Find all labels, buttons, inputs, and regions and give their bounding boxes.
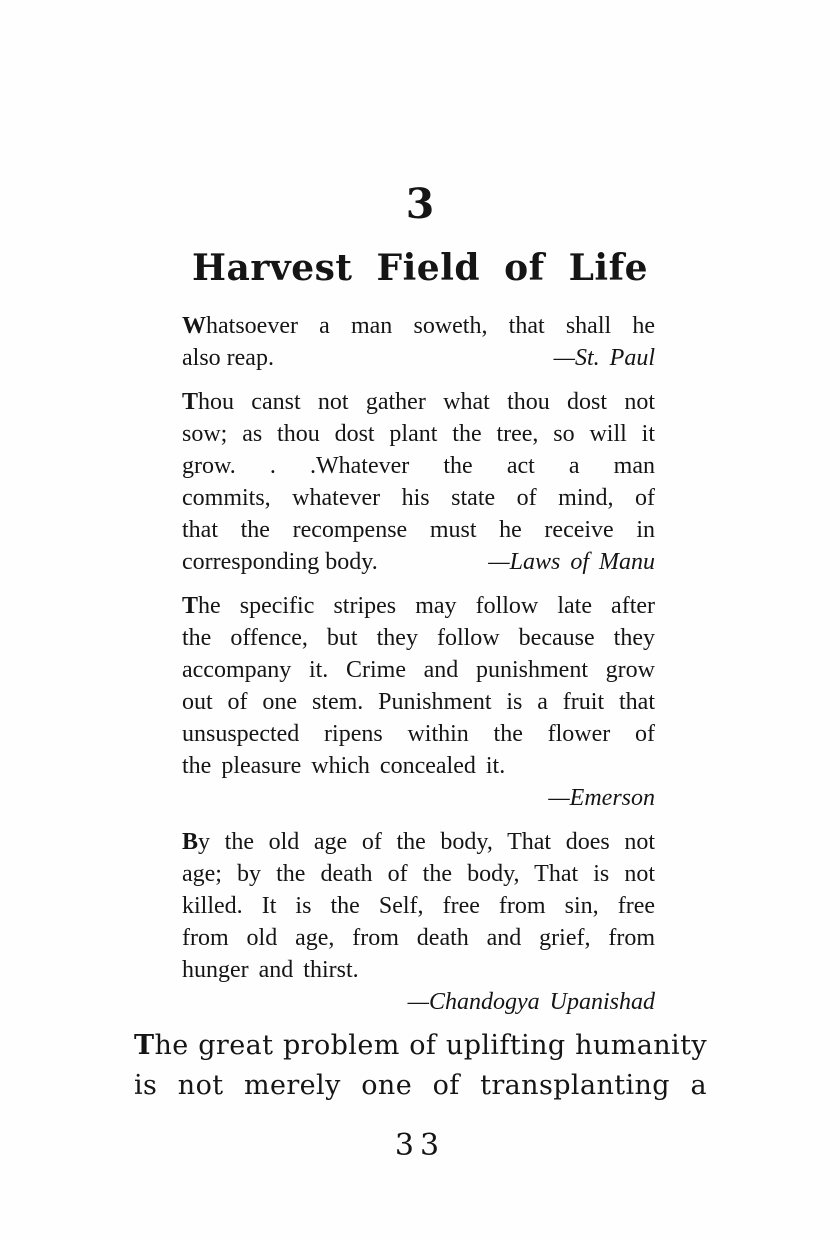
quote-line: from old age, from death and grief, from bbox=[182, 925, 655, 951]
line-text: corresponding body. bbox=[182, 549, 378, 575]
quote-line: Whatsoever a man soweth, that shall he bbox=[182, 313, 655, 339]
quote-line: the pleasure which concealed it. bbox=[182, 753, 506, 779]
body-paragraph bbox=[134, 1026, 707, 1106]
quote-paragraph bbox=[182, 590, 655, 814]
quote-line: By the old age of the body, That does not bbox=[182, 829, 655, 855]
quote-line bbox=[182, 342, 655, 374]
line-text: also reap. bbox=[182, 345, 274, 371]
body-line: The great problem of uplifting humanity bbox=[134, 1030, 707, 1061]
quote-line: sow; as thou dost plant the tree, so will it bbox=[182, 421, 655, 447]
quote-paragraph bbox=[182, 386, 655, 578]
quote-attribution bbox=[182, 782, 655, 814]
quote-line: out of one stem. Punishment is a fruit that bbox=[182, 689, 655, 715]
attribution-text: —Chandogya Upanishad bbox=[407, 989, 655, 1015]
chapter-title: Harvest Field of Life bbox=[192, 247, 648, 289]
attribution-text: —Emerson bbox=[548, 785, 655, 811]
quote-line: Thou canst not gather what thou dost not bbox=[182, 389, 655, 415]
quote-line: killed. It is the Self, free from sin, free bbox=[182, 893, 655, 919]
body-line: is not merely one of transplanting a bbox=[134, 1070, 707, 1101]
quote-line: that the recompense must he receive in bbox=[182, 517, 655, 543]
quote-attribution bbox=[182, 986, 655, 1018]
quote-line: age; by the death of the body, That is not bbox=[182, 861, 655, 887]
chapter-number: 3 bbox=[405, 180, 435, 228]
quote-line: The specific stripes may follow late after bbox=[182, 593, 655, 619]
quote-paragraph bbox=[182, 310, 655, 374]
quote-line bbox=[182, 546, 655, 578]
quote-line: the offence, but they follow because they bbox=[182, 625, 655, 651]
quote-paragraph bbox=[182, 826, 655, 1018]
quotes-section bbox=[182, 310, 655, 1030]
quote-attribution: —St. Paul bbox=[553, 345, 655, 371]
quote-line: commits, whatever his state of mind, of bbox=[182, 485, 655, 511]
quote-line: grow. . .Whatever the act a man bbox=[182, 453, 655, 479]
quote-line: hunger and thirst. bbox=[182, 957, 359, 983]
page-number: 33 bbox=[394, 1128, 446, 1163]
quote-attribution: —Laws of Manu bbox=[488, 549, 655, 575]
quote-line: accompany it. Crime and punishment grow bbox=[182, 657, 655, 683]
quote-line: unsuspected ripens within the flower of bbox=[182, 721, 655, 747]
